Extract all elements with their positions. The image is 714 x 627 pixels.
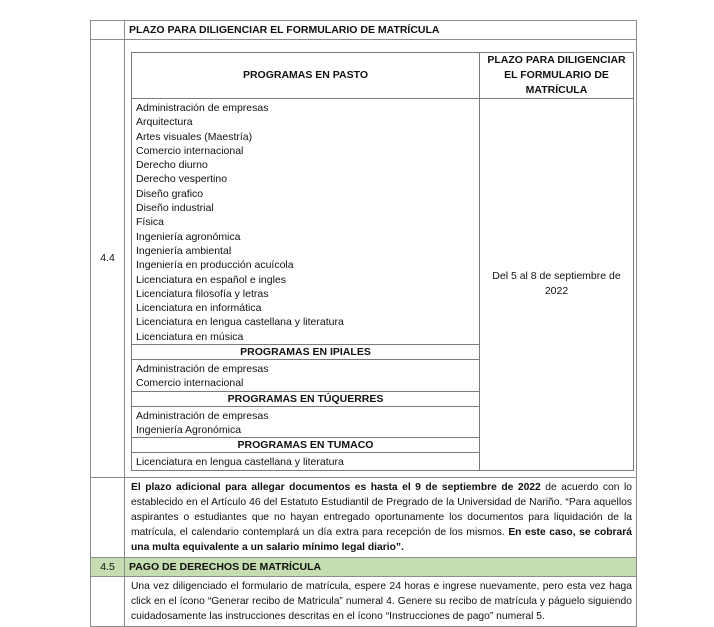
tuquerres-header: PROGRAMAS EN TÚQUERRES	[132, 391, 480, 406]
programs-table	[131, 52, 634, 471]
programs-cell	[125, 40, 637, 478]
number-cell-empty	[91, 21, 125, 40]
number-cell-empty	[91, 477, 125, 557]
pasto-header: PROGRAMAS EN PASTO	[132, 53, 480, 99]
list-item: Licenciatura filosofía y letras	[136, 287, 269, 300]
deadline-header: PLAZO PARA DILIGENCIAR EL FORMULARIO DE MATRÍCULA	[480, 53, 634, 99]
list-item: Administración de empresas	[136, 102, 269, 114]
list-item: Licenciatura en música	[136, 330, 244, 343]
item-number: 4.4	[91, 40, 125, 478]
list-item: Comercio internacional	[136, 144, 244, 157]
pasto-programs-list	[132, 99, 480, 345]
list-item: Diseño grafico	[136, 187, 204, 200]
list-item: Licenciatura en español e ingles	[136, 273, 287, 286]
tumaco-programs-list	[132, 453, 480, 470]
ipiales-programs-list	[132, 360, 480, 392]
list-item: Licenciatura en informática	[136, 302, 262, 315]
note-bold-fine: En este caso, se cobrará una multa equivalente a un salario mínimo legal diario”	[131, 526, 632, 553]
section-title: PLAZO PARA DILIGENCIAR EL FORMULARIO DE MATRÍCULA	[125, 21, 637, 40]
list-item: Física	[136, 216, 165, 229]
list-item: Ingeniería en producción acuícola	[136, 259, 294, 272]
list-item: Administración de empresas	[136, 409, 269, 422]
tuquerres-programs-list	[132, 406, 480, 438]
section-45-title: PAGO DE DERECHOS DE MATRÍCULA	[125, 557, 637, 576]
additional-deadline-note	[125, 477, 637, 557]
list-item: Derecho diurno	[136, 159, 208, 172]
section-45-text: Una vez diligenciado el formulario de matrícula, espere 24 horas e ingrese nuevamente, pero esta vez haga click en el ícono “Generar recibo de Matricula” numeral 4. Genere su recibo de matrícula y páguelo siguiendo cuidadosamente las instrucciones descritas en el ícono “Instrucciones de pago” numeral 5.	[125, 576, 637, 626]
list-item: Licenciatura en lengua castellana y literatura	[136, 316, 344, 329]
list-item: Licenciatura en lengua castellana y literatura	[136, 456, 344, 469]
number-cell-empty	[91, 576, 125, 626]
list-item: Administración de empresas	[136, 363, 269, 376]
list-item: Derecho vespertino	[136, 173, 228, 186]
section-45-number: 4.5	[91, 557, 125, 576]
note-bold-deadline: El plazo adicional para allegar documentos es hasta el 9 de septiembre de 2022	[131, 481, 541, 493]
list-item: Ingeniería ambiental	[136, 244, 232, 257]
list-item: Ingeniería agronómica	[136, 230, 241, 243]
list-item: Arquitectura	[136, 116, 193, 129]
note-end: .	[401, 541, 404, 553]
list-item: Ingeniería Agronómica	[136, 423, 242, 436]
deadline-value: Del 5 al 8 de septiembre de 2022	[480, 99, 634, 471]
list-item: Diseño industrial	[136, 202, 214, 215]
tumaco-header: PROGRAMAS EN TUMACO	[132, 438, 480, 453]
list-item: Comercio internacional	[136, 377, 244, 390]
list-item: Artes visuales (Maestría)	[136, 130, 253, 143]
ipiales-header: PROGRAMAS EN IPIALES	[132, 345, 480, 360]
calendar-table	[90, 20, 637, 627]
note-text: de acuerdo con lo establecido en el Artículo 46 del Estatuto Estudiantil de Pregrado de la Universidad de Nariño. “Para aquellos aspirantes o estudiantes que no hayan entregado oportunamente los documentos para liquidación de la matrícula, el calendario contemplará un día extra para recepción de los mismos.	[131, 481, 632, 538]
